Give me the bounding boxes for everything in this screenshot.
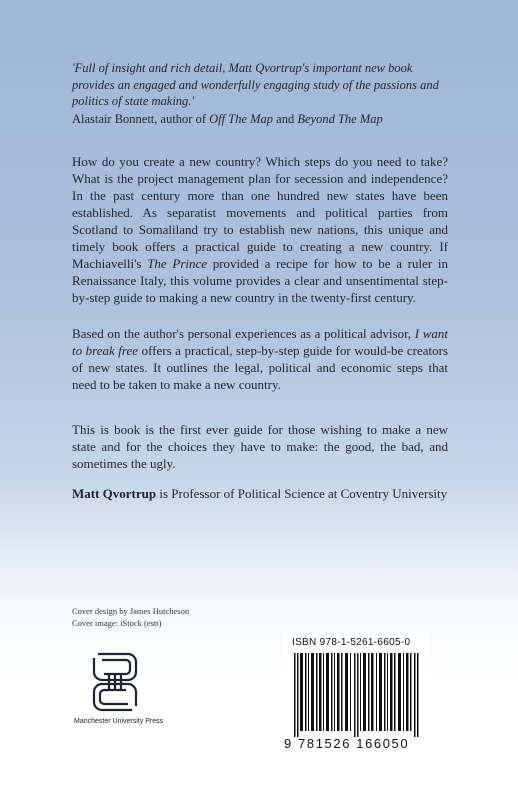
barcode-bars: [290, 653, 424, 737]
publisher-name: Manchester University Press: [74, 718, 164, 725]
cover-design-credit: Cover design by James Hutcheson: [72, 606, 190, 616]
blurb-paragraph-2: Based on the author's personal experiences as a political advisor, I want to break free offers a practical, step-by-step guide for would-be creators of new states. It outlines the legal, political and economic steps that need to be taken to make a new country.: [72, 326, 448, 392]
author-bio-name: Matt Qvortrup: [72, 486, 157, 501]
endorsement-author: Alastair Bonnett: [72, 112, 155, 126]
barcode: [282, 635, 430, 761]
endorsement-attribution: Alastair Bonnett, author of Off The Map and Beyond The Map: [72, 112, 383, 126]
blurb-title-the-prince: The Prince: [147, 256, 208, 271]
cover-image-credit: Cover image: iStock (estt): [72, 617, 162, 628]
blurb-paragraph-1: How do you create a new country? Which steps do you need to take? What is the project management plan for secession and independence? In the past century more than one hundred new states have been established. As separatist movements and political parties from Scotland to Somaliland try to establish new nations, this unique and timely book offers a practical guide to creating a new country. If Machiavelli's The Prince provided a recipe for how to be a ruler in Renaissance Italy, this volume provides a clear and unsentimental step-by-step guide to making a new country in the twenty-first century.: [72, 154, 448, 305]
endorsement-book-2: Beyond The Map: [297, 112, 383, 126]
cover-credits: [72, 606, 189, 629]
mup-logo-icon: [92, 652, 138, 712]
barcode-number: 9 781526 166050: [284, 736, 410, 751]
endorsement-quote: 'Full of insight and rich detail, Matt Qvortrup's important new book provides an engaged and wonderfully engaging study of the passions and politics of state making.': [72, 61, 439, 108]
endorsement-book-1: Off The Map: [209, 112, 274, 126]
author-bio: Matt Qvortrup is Professor of Political Science at Coventry University: [72, 486, 448, 501]
blurb-book-title: I want to break free: [72, 326, 448, 358]
blurb-paragraph-3: This is book is the first ever guide for those wishing to make a new state and for the choices they have to make: the good, the bad, and sometimes the ugly.: [72, 422, 448, 471]
isbn-label: ISBN 978-1-5261-6605-0: [292, 637, 411, 648]
